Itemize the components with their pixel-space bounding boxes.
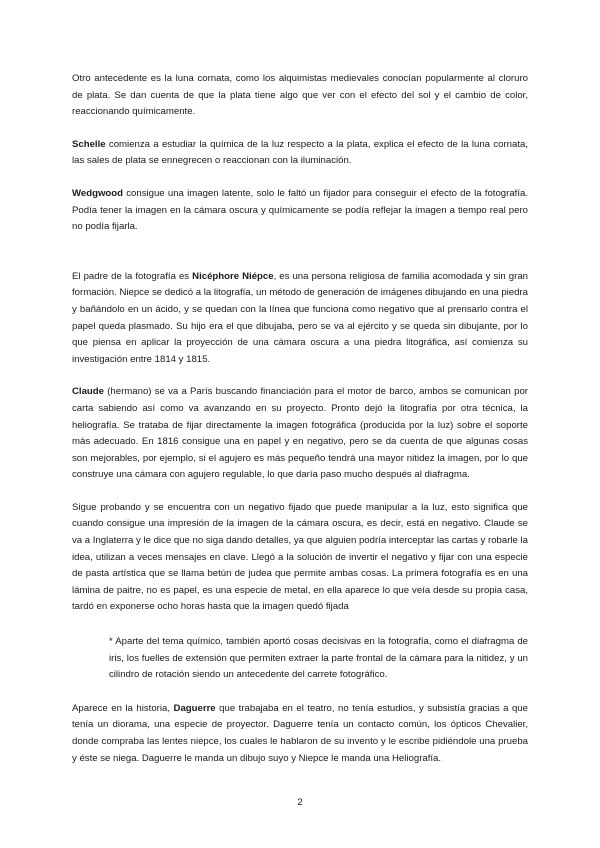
name-niepce: Nicéphore Niépce bbox=[192, 270, 274, 282]
paragraph-schelle: Schelle comienza a estudiar la química de la luz respecto a la plata, explica el efecto de la luna cornata, las sales de plata se ennegrecen o reaccionan con la iluminación. bbox=[72, 138, 528, 167]
paragraph-wedgwood: Wedgwood consigue una imagen latente, solo le faltó un fijador para conseguir el efecto de la fotografía. Podía tener la imagen en la cámara oscura y químicamente se podía reflejar la imagen a tiempo real pero no podía fijarla. bbox=[72, 187, 528, 233]
paragraph-negativo: Sigue probando y se encuentra con un negativo fijado que puede manipular a la luz, esto significa que cuando consigue una impresión de la imagen de la cámara oscura, es decir, está en negativo. Claude se va a Inglaterra y le dice que no siga dando detalles, ya que alguien podría interceptar las cartas y robarle la idea, utilizan a veces mensajes en clave. Llegó a la solución de invertir el negativo y fijar con una especie de pasta artística que se llama betún de judea que permite ambas cosas. La primera fotografía es en una lámina de paitre, no es papel, es una especie de metal, en ella aparece lo que veía desde su propia casa, tardó en exponerse ocho horas hasta que la imagen quedó fijada bbox=[72, 501, 528, 613]
name-wedgwood: Wedgwood bbox=[72, 187, 123, 199]
paragraph-niepce: El padre de la fotografía es Nicéphore Niépce, es una persona religiosa de familia acomodada y sin gran formación. Niepce se dedicó a la litografía, un método de generación de imágenes dibujando en una piedra y bañándolo en un ácido, y se quedan con la línea que funciona como negativo que al prensarlo contra el papel queda plasmado. Su hijo era el que dibujaba, pero se va al ejército y se queda sin dibujante, por lo que piensa en aplicar la proyección de una cámara oscura a una piedra litográfica, así comienza su investigación entre 1814 y 1815. bbox=[72, 270, 529, 365]
paragraph-claude: Claude (hermano) se va a París buscando financiación para el motor de barco, ambos se comunican por carta sabiendo así como va avanzando en su proyecto. Pronto dejó la litografía por otra técnica, la heliografía. Se trataba de fijar directamente la imagen fotográfica (producida por la luz) sobre el soporte más adecuado. En 1816 consigue una en papel y en negativo, pero se da cuenta de que algunas cosas son mejorables, por ejemplo, si el agujero es más pequeño tendrá una mayor nitidez la imagen, por lo que construye una cámara con agujero regulable, lo que daría paso mucho después al diafragma. bbox=[72, 386, 528, 481]
paragraph-daguerre: Aparece en la historia, Daguerre que trabajaba en el teatro, no tenía estudios, y subsistía gracias a que tenía un diorama, una especie de proyector. Daguerre tenía un contacto común, los ópticos Chevalier, donde compraba las lentes niepce, los cuales le hablaron de su invento y le escribe pidiéndole una prueba y éste se niega. Daguerre le manda un dibujo suyo y Niepce le manda una Heliografía. bbox=[72, 702, 528, 764]
paragraph-luna-cornata: Otro antecedente es la luna cornata, como los alquimistas medievales conocían popularmente al cloruro de plata. Se dan cuenta de que la plata tiene algo que ver con el efecto del sol y el cambio de color, reaccionando químicamente. bbox=[72, 73, 528, 118]
page-number: 2 bbox=[297, 797, 303, 808]
name-schelle: Schelle bbox=[72, 138, 106, 150]
name-daguerre: Daguerre bbox=[173, 702, 216, 714]
page-body bbox=[72, 71, 528, 767]
note-aportes: * Aparte del tema químico, también aportó cosas decisivas en la fotografía, como el diafragma de iris, los fuelles de extensión que permiten extraer la parte frontal de la cámara para la nitidez, y un cilindro de rotación siendo un antecedente del carrete fotográfico. bbox=[109, 636, 528, 681]
name-claude: Claude bbox=[72, 386, 104, 398]
